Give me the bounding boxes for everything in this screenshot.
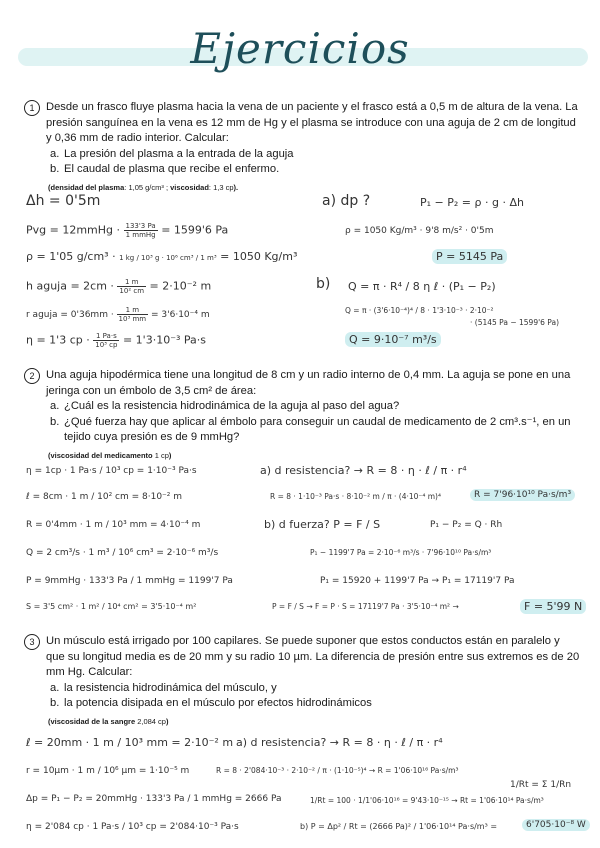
hw-rho-calc: ρ = 1050 Kg/m³ · 9'8 m/s² · 0'5m xyxy=(345,226,494,236)
hw-f: P = F / S → F = P · S = 17119'7 Pa · 3'5·10⁻⁴ m² → xyxy=(272,602,459,611)
hw-rho: ρ = 1'05 g/cm³ · 1 kg / 10³ g · 10⁶ cm³ / 1 m³ = 1050 Kg/m³ xyxy=(26,250,298,263)
page-title: Ejercicios xyxy=(190,24,410,73)
problem-statement: Una aguja hipodérmica tiene una longitud de 8 cm y un radio interno de 0,4 mm. La aguja se pone en una jeringa con un émbolo de 3,5 cm² de área: xyxy=(46,369,571,397)
problem-number: 3 xyxy=(24,634,40,650)
question-a: a. la resistencia hidrodinámica del músculo, y xyxy=(50,681,277,694)
hw-dh: Δh = 0'5m xyxy=(26,193,101,209)
hw-a-label: a) d resistencia? → R = 8 · η · ℓ / π · r⁴ xyxy=(236,736,443,749)
hw-r-calc: R = 8 · 2'084·10⁻³ · 2·10⁻² / π · (1·10⁻⁵)⁴ → R = 1'06·10¹⁶ Pa·s/m³ xyxy=(216,766,459,775)
hw-b-answer: 6'705·10⁻⁸ W xyxy=(522,820,590,830)
hw-rt: 1/Rt = 100 · 1/1'06·10¹⁶ = 9'43·10⁻¹⁵ → Rt = 1'06·10¹⁴ Pa·s/m³ xyxy=(310,796,544,805)
hw-b-eq: Q = π · R⁴ / 8 η ℓ · (P₁ − P₂) xyxy=(348,280,496,293)
problem-statement: Un músculo está irrigado por 100 capilares. Se puede suponer que estos conductos están en paralelo y que su longitud media es de 20 mm y su radio 10 µm. La diferencia de presión entre sus extremos es de 20 mm Hg. Calcular: xyxy=(46,635,580,678)
hw-b-label: b) d fuerza? P = F / S xyxy=(264,518,381,531)
hw-length: ℓ = 8cm · 1 m / 10² cm = 8·10⁻² m xyxy=(26,492,183,502)
problem-1 xyxy=(24,100,580,195)
hw-b-eq: P₁ − P₂ = Q · Rh xyxy=(430,520,503,530)
hw-a-eq: P₁ − P₂ = ρ · g · Δh xyxy=(420,196,524,209)
hw-pvg: Pvg = 12mmHg · $\frac{133'3 Pa}{\text{1 mmHg}}$ = 1599'6 Pa xyxy=(26,222,229,239)
hw-dp: Δp = P₁ − P₂ = 20mmHg · 133'3 Pa / 1 mmHg = 2666 Pa xyxy=(26,794,282,804)
hw-radius: R = 0'4mm · 1 m / 10³ mm = 4·10⁻⁴ m xyxy=(26,520,201,530)
data-note: (viscosidad de la sangre 2,084 cp) xyxy=(48,716,169,726)
hw-r-calc: R = 8 · 1·10⁻³ Pa·s · 8·10⁻² m / π · (4·10⁻⁴ m)⁴ xyxy=(270,492,441,501)
problem-number: 1 xyxy=(24,100,40,116)
question-a: a. La presión del plasma a la entrada de la aguja xyxy=(50,147,294,160)
hw-q-calc-2: · (5145 Pa − 1599'6 Pa) xyxy=(470,318,560,327)
hw-q-answer: Q = 9·10⁻⁷ m³/s xyxy=(345,333,441,346)
data-note: (viscosidad del medicamento 1 cp) xyxy=(48,450,172,460)
hw-s: S = 3'5 cm² · 1 m² / 10⁴ cm² = 3'5·10⁻⁴ m² xyxy=(26,602,197,611)
problem-number: 2 xyxy=(24,368,40,384)
hw-b-label: b) P = Δp² / Rt = (2666 Pa)² / 1'06·10¹⁴ Pa·s/m³ = xyxy=(300,822,498,831)
problem-statement: Desde un frasco fluye plasma hacia la vena de un paciente y el frasco está a 0,5 m de altura de la vena. La presión sanguínea en la vena es 12 mm de Hg y el plasma se introduce con una aguja de 2 cm de longitud y 0,36 mm de radio interior. Calcular: xyxy=(46,101,578,144)
data-note: (densidad del plasma: 1,05 g/cm³ ; viscosidad: 1,3 cp). xyxy=(48,182,239,192)
hw-eta: η = 1'3 cp · $\frac{1 Pa\cdot s}{\text{10³ cp}}$ = 1'3·10⁻³ Pa·s xyxy=(26,332,207,349)
hw-f-answer: F = 5'99 N xyxy=(520,600,586,613)
hw-radius: r aguja = 0'36mm · $\frac{1 m}{\text{10³ mm}}$ = 3'6·10⁻⁴ m xyxy=(26,306,210,323)
hw-p1-b: P₁ = 15920 + 1199'7 Pa → P₁ = 17119'7 Pa xyxy=(320,576,515,586)
hw-rho-answer: P = 5145 Pa xyxy=(432,250,507,263)
question-b: b. El caudal de plasma que recibe el enfermo. xyxy=(50,163,280,175)
hw-eta: η = 2'084 cp · 1 Pa·s / 10³ cp = 2'084·10⁻³ Pa·s xyxy=(26,822,239,832)
hw-a-label: a) dp ? xyxy=(322,193,371,209)
problem-3 xyxy=(24,634,580,729)
hw-a-label: a) d resistencia? → R = 8 · η · ℓ / π · r⁴ xyxy=(260,464,467,477)
hw-length: h aguja = 2cm · $\frac{1 m}{\text{10² cm}}$ = 2·10⁻² m xyxy=(26,278,212,295)
question-b: b. ¿Qué fuerza hay que aplicar al émbolo para conseguir un caudal de medicamento de 2 cm³.s⁻¹, en un tejido cuya presión es de 9 mmHg? xyxy=(50,415,571,443)
hw-r-parallel: 1/Rt = Σ 1/Rn xyxy=(510,780,572,790)
question-a: a. ¿Cuál es la resistencia hidrodinámica de la aguja al paso del agua? xyxy=(50,400,400,412)
hw-p1: P₁ − 1199'7 Pa = 2·10⁻⁶ m³/s · 7'96·10¹⁰ Pa·s/m³ xyxy=(310,548,492,557)
problem-2 xyxy=(24,368,580,463)
hw-eta: η = 1cp · 1 Pa·s / 10³ cp = 1·10⁻³ Pa·s xyxy=(26,466,197,476)
hw-p: P = 9mmHg · 133'3 Pa / 1 mmHg = 1199'7 Pa xyxy=(26,576,233,586)
hw-q: Q = 2 cm³/s · 1 m³ / 10⁶ cm³ = 2·10⁻⁶ m³/s xyxy=(26,548,219,558)
hw-r-answer: R = 7'96·10¹⁰ Pa·s/m³ xyxy=(470,490,575,500)
question-b: b. la potencia disipada en el músculo por efectos hidrodinámicos xyxy=(50,697,372,709)
hw-radius: r = 10µm · 1 m / 10⁶ µm = 1·10⁻⁵ m xyxy=(26,766,190,776)
hw-length: ℓ = 20mm · 1 m / 10³ mm = 2·10⁻² m xyxy=(26,736,234,749)
hw-q-calc: Q = π · (3'6·10⁻⁴)⁴ / 8 · 1'3·10⁻³ · 2·10⁻² xyxy=(345,306,494,315)
hw-b-label: b) xyxy=(316,276,331,292)
